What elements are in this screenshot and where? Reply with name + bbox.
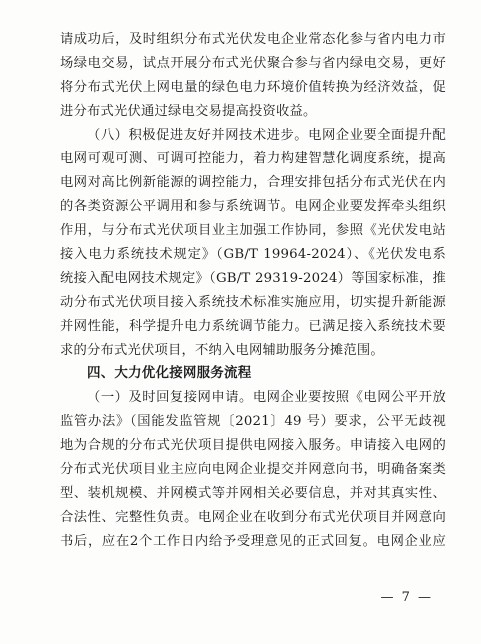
text-line: 接入电力系统技术规定》（GB/T 19964-2024）、《光伏发电系 — [60, 247, 446, 263]
text-line: 监管办法》（国能发监管规〔2021〕49 号）要求，公平无歧视 — [60, 414, 446, 430]
text-line: 作用，与分布式光伏项目业主加强工作协同，参照《光伏发电站 — [60, 223, 446, 239]
text-line: 动分布式光伏项目接入系统技术标准实施应用，切实提升新能源 — [60, 294, 446, 310]
text-line: 书后，应在2个工作日内给予受理意见的正式回复。电网企业应 — [60, 533, 446, 549]
text-line: 地为合规的分布式光伏项目提供电网接入服务。申请接入电网的 — [60, 438, 446, 454]
text-line: 请成功后，及时组织分布式光伏发电企业常态化参与省内电力市 — [60, 32, 446, 47]
text-line: 型、装机规模、并网模式等并网相关必要信息，并对其真实性、 — [60, 485, 446, 501]
page-number: — 7 — — [380, 590, 433, 605]
document-body — [60, 28, 446, 554]
text-line: 电网对高比例新能源的调控能力，合理安排包括分布式光伏在内 — [60, 175, 446, 191]
text-line: 的各类资源公平调用和参与系统调节。电网企业要发挥牵头组织 — [60, 199, 446, 215]
text-line: 统接入配电网技术规定》（GB/T 29319-2024）等国家标准，推 — [60, 270, 446, 286]
text-line: 场绿电交易，试点开展分布式光伏聚合参与省内绿电交易，更好 — [60, 55, 446, 71]
text-line: 电网可观可测、可调可控能力，着力构建智慧化调度系统，提高 — [60, 151, 446, 167]
paragraph-start-line: （一）及时回复接网申请。电网企业要按照《电网公平开放 — [87, 390, 446, 406]
text-line: 并网性能，科学提升电力系统调节能力。已满足接入系统技术要 — [60, 318, 446, 334]
text-line: 进分布式光伏通过绿电交易提高投资收益。 — [60, 103, 317, 119]
text-line: 将分布式光伏上网电量的绿色电力环境价值转换为经济效益，促 — [60, 79, 446, 95]
text-line: 分布式光伏项目业主应向电网企业提交并网意向书，明确备案类 — [60, 462, 446, 478]
text-line: 求的分布式光伏项目，不纳入电网辅助服务分摊范围。 — [60, 342, 384, 358]
section-heading: 四、大力优化接网服务流程 — [87, 365, 252, 382]
paragraph-start-line: （八）积极促进友好并网技术进步。电网企业要全面提升配 — [87, 127, 446, 143]
text-line: 合法性、完整性负责。电网企业在收到分布式光伏项目并网意向 — [60, 509, 446, 525]
